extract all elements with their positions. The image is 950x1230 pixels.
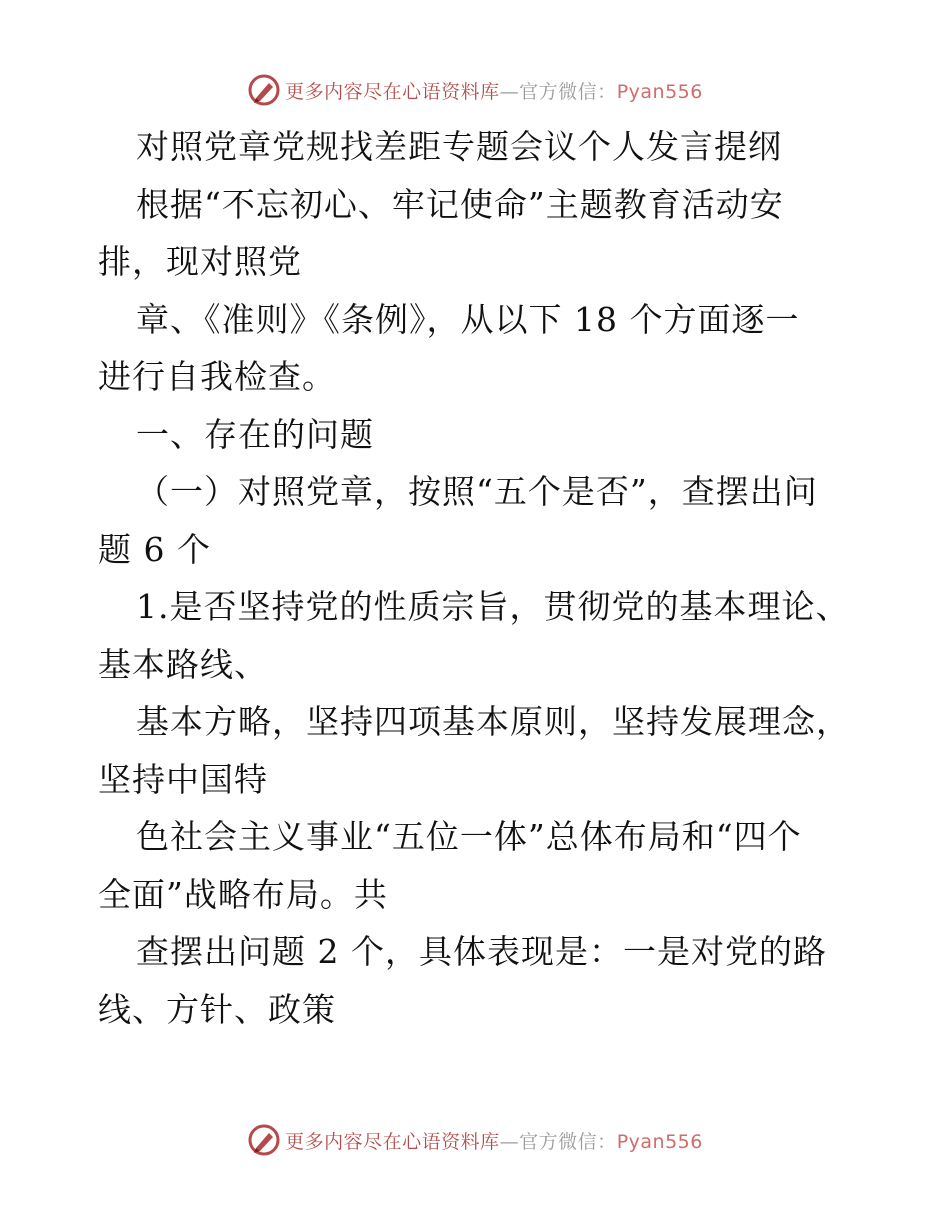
paragraph-line: 基本路线、: [98, 644, 268, 684]
header-banner-dash: —: [499, 80, 520, 103]
document-body: [98, 118, 858, 1038]
paragraph-line: 1.是否坚持党的性质宗旨，贯彻党的基本理论、: [136, 587, 850, 626]
header-banner: [0, 70, 950, 110]
footer-banner-title: 更多内容尽在心语资料库: [285, 1130, 500, 1153]
paragraph-line: 查摆出问题 2 个，具体表现是：一是对党的路: [136, 932, 827, 971]
paragraph-line: 题 6 个: [98, 529, 211, 569]
paragraph-line: 基本方略，坚持四项基本原则，坚持发展理念，: [136, 702, 850, 741]
subsection-heading: （一）对照党章，按照“五个是否”，查摆出问: [136, 472, 818, 511]
footer-banner: [0, 1120, 950, 1160]
pen-logo-icon: [247, 73, 281, 107]
paragraph-line: 线、方针、政策: [98, 989, 336, 1029]
paragraph-line: 色社会主义事业“五位一体”总体布局和“四个: [136, 817, 802, 856]
header-banner-title: 更多内容尽在心语资料库: [285, 80, 500, 103]
paragraph-line: 根据“不忘初心、牢记使命”主题教育活动安: [136, 184, 784, 224]
footer-wechat-id: Pyan556: [616, 1130, 703, 1153]
paragraph-line: 排，现对照党: [98, 242, 302, 281]
header-banner-text: [285, 77, 703, 104]
pen-logo-icon: [247, 1123, 281, 1157]
document-title: 对照党章党规找差距专题会议个人发言提纲: [136, 127, 782, 166]
header-wechat-label: 官方微信：: [519, 80, 617, 103]
section-heading: 一、存在的问题: [136, 414, 374, 454]
footer-banner-text: [285, 1127, 703, 1154]
paragraph-line: 坚持中国特: [98, 759, 268, 799]
paragraph-line: 全面”战略布局。共: [98, 874, 388, 914]
paragraph-line: 章、《准则》《条例》，从以下 18 个方面逐一: [136, 299, 800, 339]
paragraph-line: 进行自我检查。: [98, 357, 336, 396]
footer-banner-dash: —: [499, 1130, 520, 1153]
header-wechat-id: Pyan556: [616, 80, 703, 103]
footer-wechat-label: 官方微信：: [519, 1130, 617, 1153]
